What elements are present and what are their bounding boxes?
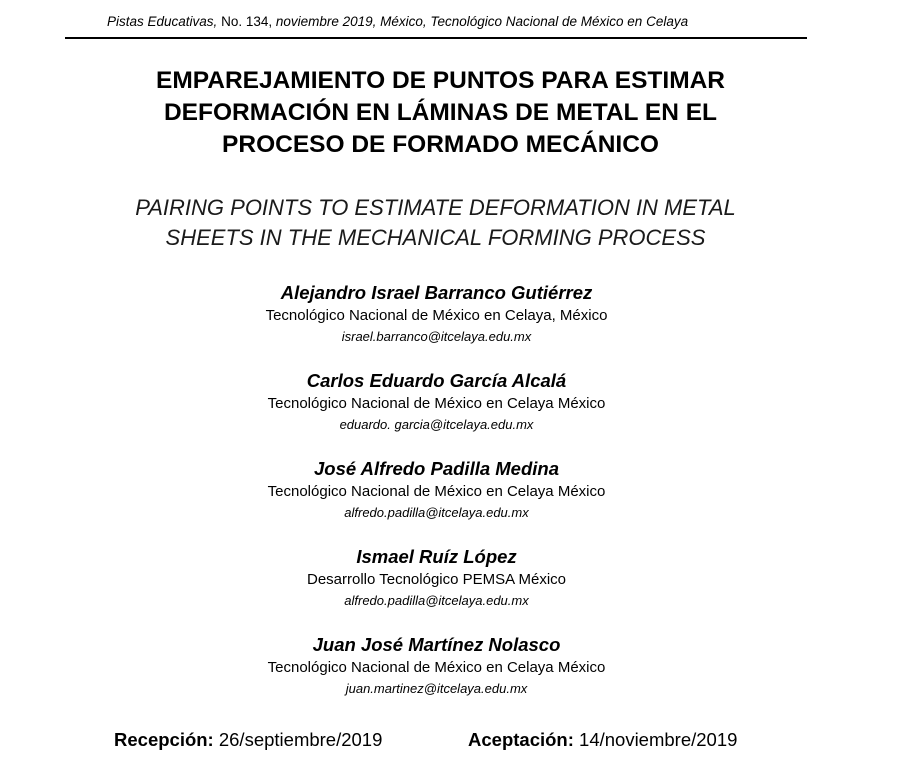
title-spanish	[0, 65, 881, 161]
author-name: Carlos Eduardo García Alcalá	[306, 370, 567, 391]
journal-name: Pistas Educativas,	[107, 14, 218, 29]
title-english-line: SHEETS IN THE MECHANICAL FORMING PROCESS	[165, 225, 706, 250]
author-email[interactable]: eduardo. garcia@itcelaya.edu.mx	[339, 417, 534, 432]
author-block	[0, 544, 873, 632]
author-block	[0, 368, 873, 456]
author-affiliation: Tecnológico Nacional de México en Celaya México	[267, 395, 606, 412]
author-name: Alejandro Israel Barranco Gutiérrez	[280, 282, 593, 303]
acceptance-label: Aceptación:	[468, 729, 574, 750]
author-block	[0, 280, 873, 368]
author-email[interactable]: israel.barranco@itcelaya.edu.mx	[341, 329, 532, 344]
issue-number: No. 134,	[217, 14, 276, 29]
title-english-line: PAIRING POINTS TO ESTIMATE DEFORMATION IN METAL	[135, 195, 736, 220]
reception-date	[114, 728, 382, 752]
author-email[interactable]: alfredo.padilla@itcelaya.edu.mx	[344, 505, 529, 520]
title-spanish-line: DEFORMACIÓN EN LÁMINAS DE METAL EN EL	[163, 99, 718, 126]
issue-date-place: noviembre 2019, México, Tecnológico Nacional de México en Celaya	[275, 14, 689, 29]
author-name: José Alfredo Padilla Medina	[313, 458, 560, 479]
author-affiliation: Desarrollo Tecnológico PEMSA México	[306, 571, 566, 588]
reception-value: 26/septiembre/2019	[213, 729, 383, 750]
author-block	[0, 632, 873, 720]
author-affiliation: Tecnológico Nacional de México en Celaya México	[267, 659, 606, 676]
running-header	[107, 13, 688, 31]
author-name: Juan José Martínez Nolasco	[312, 634, 561, 655]
title-spanish-line: PROCESO DE FORMADO MECÁNICO	[222, 131, 659, 158]
title-english	[0, 193, 871, 253]
author-email[interactable]: juan.martinez@itcelaya.edu.mx	[345, 681, 528, 696]
acceptance-value: 14/noviembre/2019	[573, 729, 738, 750]
author-affiliation: Tecnológico Nacional de México en Celaya, México	[265, 307, 608, 324]
author-email[interactable]: alfredo.padilla@itcelaya.edu.mx	[344, 593, 529, 608]
author-list	[0, 280, 873, 720]
author-block	[0, 456, 873, 544]
title-spanish-line: EMPAREJAMIENTO DE PUNTOS PARA ESTIMAR	[155, 67, 725, 94]
author-name: Ismael Ruíz López	[356, 546, 517, 567]
header-rule	[65, 37, 807, 39]
author-affiliation: Tecnológico Nacional de México en Celaya México	[267, 483, 606, 500]
reception-label: Recepción:	[114, 729, 214, 750]
acceptance-date	[468, 728, 737, 752]
